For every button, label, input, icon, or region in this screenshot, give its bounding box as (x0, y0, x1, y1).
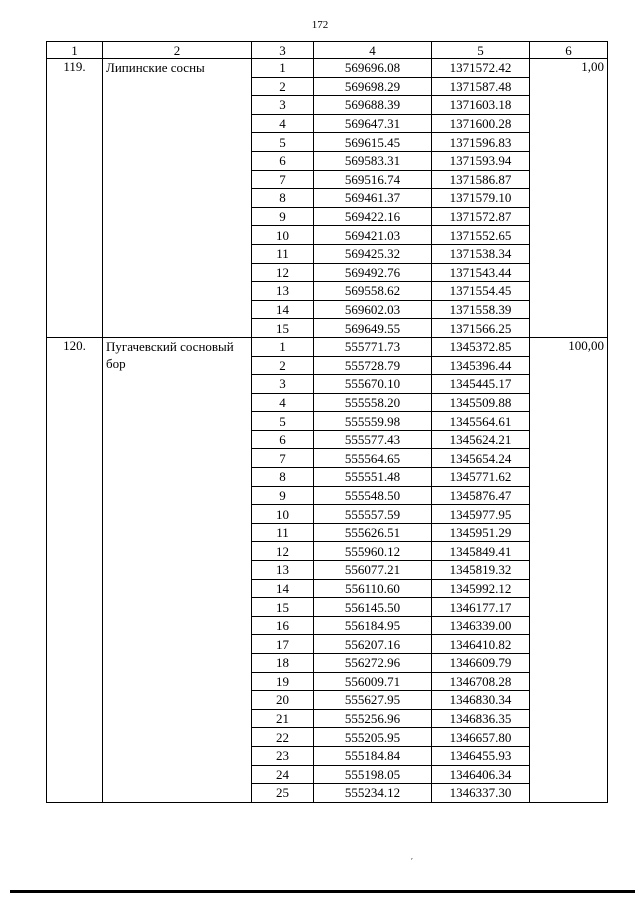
section-number: 120. (47, 337, 103, 802)
point-number: 23 (252, 746, 314, 765)
coordinate-y: 1346339.00 (432, 616, 530, 635)
coordinate-x: 569696.08 (314, 59, 432, 78)
coordinate-x: 555558.20 (314, 393, 432, 412)
coordinate-y: 1346177.17 (432, 598, 530, 617)
coordinate-x: 555198.05 (314, 765, 432, 784)
point-number: 15 (252, 598, 314, 617)
point-number: 7 (252, 170, 314, 189)
coordinate-x: 555577.43 (314, 430, 432, 449)
point-number: 2 (252, 356, 314, 375)
page-number: 172 (311, 19, 329, 31)
coordinate-x: 569688.39 (314, 96, 432, 115)
coordinate-x: 556272.96 (314, 654, 432, 673)
coordinate-y: 1346410.82 (432, 635, 530, 654)
coordinate-x: 569583.31 (314, 151, 432, 170)
coordinate-y: 1371603.18 (432, 96, 530, 115)
coordinate-y: 1371600.28 (432, 114, 530, 133)
coordinate-y: 1345654.24 (432, 449, 530, 468)
coordinate-x: 555548.50 (314, 486, 432, 505)
coordinate-y: 1346406.34 (432, 765, 530, 784)
coordinate-x: 555670.10 (314, 375, 432, 394)
coordinate-x: 555256.96 (314, 709, 432, 728)
coordinate-y: 1371538.34 (432, 244, 530, 263)
point-number: 21 (252, 709, 314, 728)
point-number: 3 (252, 375, 314, 394)
point-number: 8 (252, 189, 314, 208)
point-number: 9 (252, 207, 314, 226)
coordinate-y: 1371579.10 (432, 189, 530, 208)
point-number: 10 (252, 226, 314, 245)
coordinate-y: 1346830.34 (432, 691, 530, 710)
coordinate-x: 555205.95 (314, 728, 432, 747)
table-row (47, 337, 608, 356)
coordinate-y: 1345819.32 (432, 561, 530, 580)
coordinate-y: 1345992.12 (432, 579, 530, 598)
point-number: 17 (252, 635, 314, 654)
header-cell: 5 (432, 42, 530, 59)
coordinate-x: 569649.55 (314, 319, 432, 338)
coordinate-y: 1345771.62 (432, 468, 530, 487)
point-number: 25 (252, 784, 314, 803)
coordinate-x: 569615.45 (314, 133, 432, 152)
section-name: Липинские сосны (103, 59, 252, 338)
coordinate-y: 1371572.42 (432, 59, 530, 78)
point-number: 11 (252, 523, 314, 542)
coordinate-x: 569558.62 (314, 282, 432, 301)
coordinate-x: 555234.12 (314, 784, 432, 803)
coordinate-y: 1345445.17 (432, 375, 530, 394)
section-name: Пугачевский сосновый бор (103, 337, 252, 802)
coordinate-x: 555551.48 (314, 468, 432, 487)
coordinate-y: 1371586.87 (432, 170, 530, 189)
section-area: 1,00 (530, 59, 608, 338)
point-number: 16 (252, 616, 314, 635)
coordinate-x: 569425.32 (314, 244, 432, 263)
coordinate-x: 556077.21 (314, 561, 432, 580)
coordinate-x: 569516.74 (314, 170, 432, 189)
coordinate-y: 1371587.48 (432, 77, 530, 96)
point-number: 22 (252, 728, 314, 747)
footer-mark: ʳ (411, 856, 413, 864)
coordinate-y: 1371554.45 (432, 282, 530, 301)
point-number: 15 (252, 319, 314, 338)
point-number: 12 (252, 263, 314, 282)
coordinate-x: 555557.59 (314, 505, 432, 524)
coordinate-y: 1371543.44 (432, 263, 530, 282)
point-number: 4 (252, 393, 314, 412)
coordinate-y: 1345509.88 (432, 393, 530, 412)
coordinate-y: 1345849.41 (432, 542, 530, 561)
coordinate-x: 569492.76 (314, 263, 432, 282)
point-number: 5 (252, 133, 314, 152)
coordinate-y: 1345396.44 (432, 356, 530, 375)
footer-rule (10, 890, 635, 893)
coordinate-y: 1346708.28 (432, 672, 530, 691)
point-number: 5 (252, 412, 314, 431)
point-number: 1 (252, 59, 314, 78)
header-cell: 2 (103, 42, 252, 59)
coordinate-x: 556110.60 (314, 579, 432, 598)
point-number: 9 (252, 486, 314, 505)
point-number: 13 (252, 282, 314, 301)
table-row (47, 59, 608, 78)
coordinate-x: 569422.16 (314, 207, 432, 226)
point-number: 11 (252, 244, 314, 263)
point-number: 12 (252, 542, 314, 561)
header-cell: 4 (314, 42, 432, 59)
coordinate-x: 555627.95 (314, 691, 432, 710)
header-cell: 6 (530, 42, 608, 59)
coordinate-x: 556009.71 (314, 672, 432, 691)
coordinate-y: 1345372.85 (432, 337, 530, 356)
coordinate-y: 1371596.83 (432, 133, 530, 152)
coordinate-x: 556184.95 (314, 616, 432, 635)
header-cell: 1 (47, 42, 103, 59)
coordinate-y: 1345564.61 (432, 412, 530, 431)
coordinate-y: 1345624.21 (432, 430, 530, 449)
coordinate-y: 1371572.87 (432, 207, 530, 226)
coordinate-y: 1346337.30 (432, 784, 530, 803)
coordinate-x: 555771.73 (314, 337, 432, 356)
header-cell: 3 (252, 42, 314, 59)
table-body (47, 42, 608, 803)
point-number: 13 (252, 561, 314, 580)
coordinate-x: 555559.98 (314, 412, 432, 431)
coordinate-y: 1345951.29 (432, 523, 530, 542)
coordinate-x: 555960.12 (314, 542, 432, 561)
point-number: 6 (252, 151, 314, 170)
coordinate-x: 555626.51 (314, 523, 432, 542)
coordinate-x: 569647.31 (314, 114, 432, 133)
section-area: 100,00 (530, 337, 608, 802)
coordinate-x: 555564.65 (314, 449, 432, 468)
coordinate-y: 1345876.47 (432, 486, 530, 505)
coordinate-x: 569421.03 (314, 226, 432, 245)
point-number: 3 (252, 96, 314, 115)
point-number: 18 (252, 654, 314, 673)
point-number: 14 (252, 579, 314, 598)
coordinate-y: 1346836.35 (432, 709, 530, 728)
coordinate-x: 555184.84 (314, 746, 432, 765)
point-number: 4 (252, 114, 314, 133)
coordinate-x: 569698.29 (314, 77, 432, 96)
coordinate-y: 1371566.25 (432, 319, 530, 338)
point-number: 14 (252, 300, 314, 319)
coordinate-x: 569602.03 (314, 300, 432, 319)
coordinate-x: 569461.37 (314, 189, 432, 208)
point-number: 24 (252, 765, 314, 784)
coordinate-y: 1371552.65 (432, 226, 530, 245)
coordinate-y: 1371558.39 (432, 300, 530, 319)
point-number: 19 (252, 672, 314, 691)
coordinate-x: 555728.79 (314, 356, 432, 375)
coordinate-y: 1346609.79 (432, 654, 530, 673)
point-number: 1 (252, 337, 314, 356)
point-number: 6 (252, 430, 314, 449)
coordinate-y: 1346455.93 (432, 746, 530, 765)
header-row (47, 42, 608, 59)
point-number: 2 (252, 77, 314, 96)
coordinate-y: 1346657.80 (432, 728, 530, 747)
coordinate-y: 1345977.95 (432, 505, 530, 524)
point-number: 20 (252, 691, 314, 710)
section-number: 119. (47, 59, 103, 338)
point-number: 7 (252, 449, 314, 468)
coordinates-table (46, 41, 608, 803)
coordinate-x: 556207.16 (314, 635, 432, 654)
coordinate-x: 556145.50 (314, 598, 432, 617)
coordinate-y: 1371593.94 (432, 151, 530, 170)
point-number: 10 (252, 505, 314, 524)
point-number: 8 (252, 468, 314, 487)
